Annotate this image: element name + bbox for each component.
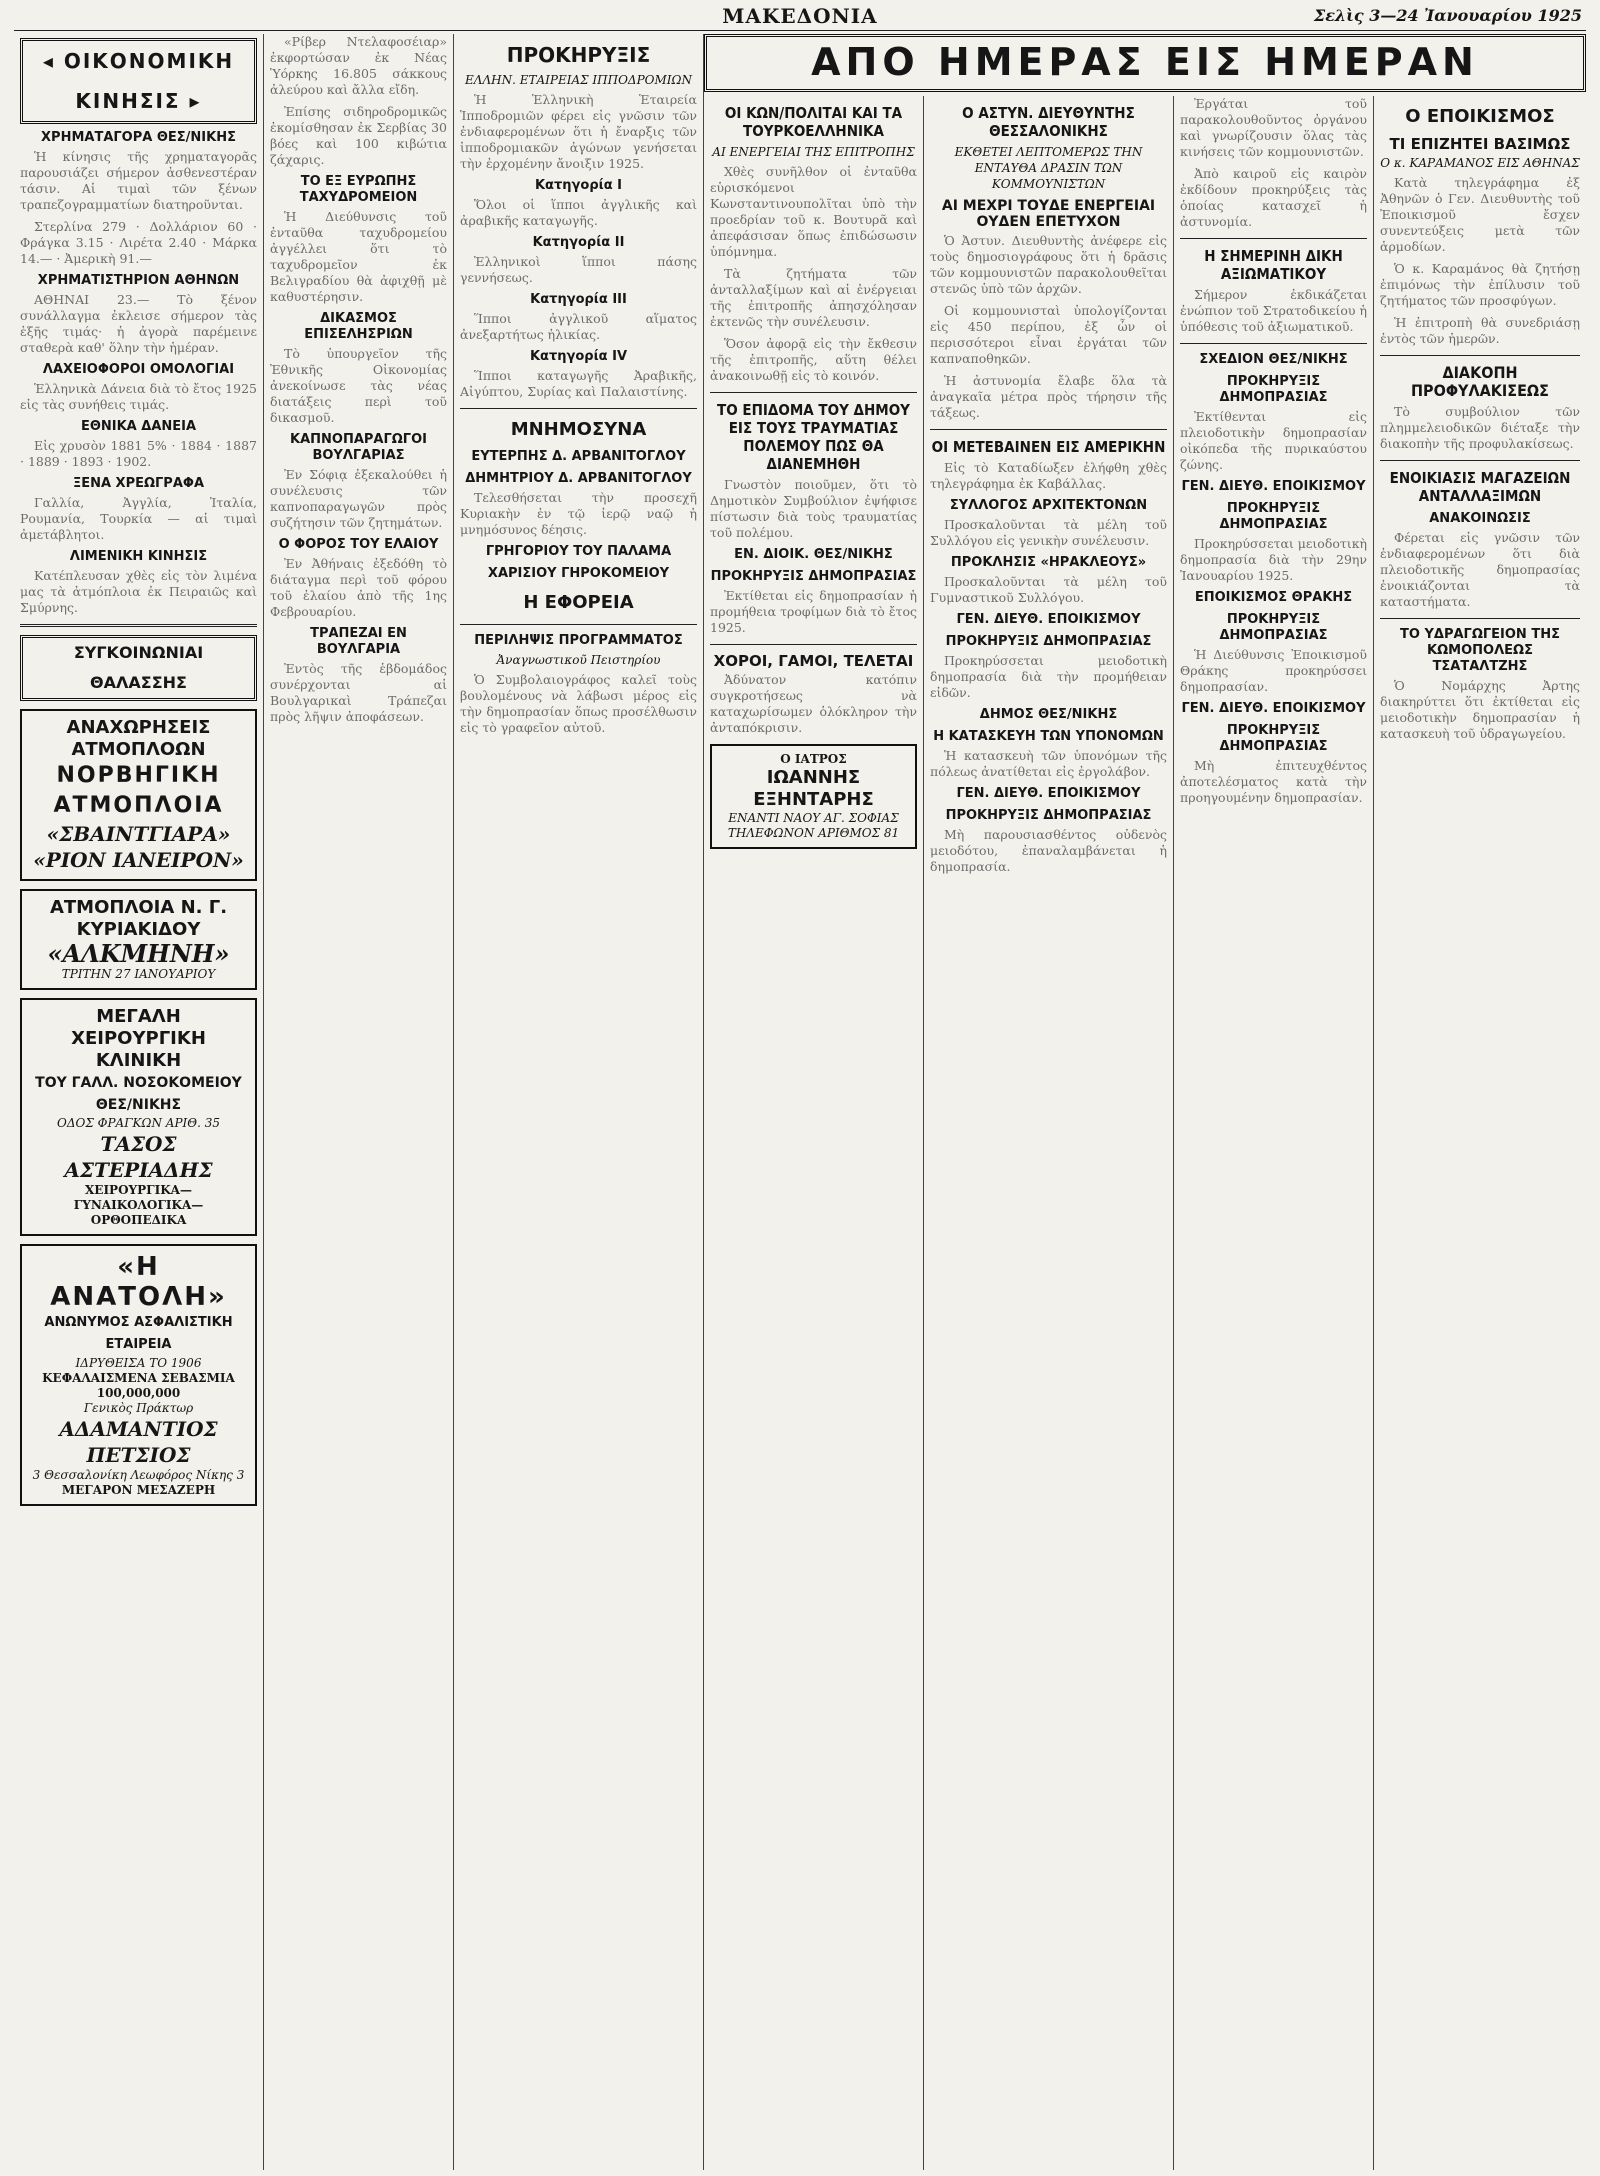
- ad-title: ΑΝΑΧΩΡΗΣΕΙΣ ΑΤΜΟΠΛΟΩΝ: [66, 717, 211, 760]
- column-economic: [14, 34, 264, 2170]
- section-title: Ο ΕΠΟΙΚΙΣΜΟΣ: [1405, 106, 1555, 127]
- section-title: ΠΡΟΚΗΡΥΞΙΣ ΔΗΜΟΠΡΑΣΙΑΣ: [710, 569, 917, 584]
- article-text: Ὁ κ. Καραμάνος θὰ ζητήσῃ ἐπιμόνως τὴν ἐπίλυσιν τοῦ ζητήματος τῶν προσφύγων.: [1380, 261, 1580, 308]
- section-title: ΠΕΡΙΛΗΨΙΣ ΠΡΟΓΡΑΜΜΑΤΟΣ: [474, 633, 683, 648]
- section-title: ΞΕΝΑ ΧΡΕΩΓΡΑΦΑ: [72, 476, 205, 491]
- memorial-name: ΔΗΜΗΤΡΙΟΥ Δ. ΑΡΒΑΝΙΤΟΓΛΟΥ: [465, 471, 692, 486]
- article-text: Κατέπλευσαν χθὲς εἰς τὸν λιμένα μας τὰ ἀτμόπλοια ἐκ Πειραιῶς καὶ Σμύρνης.: [20, 568, 257, 615]
- article-text: Τὸ συμβούλιον τῶν πλημμελειοδικῶν διέταξε τὴν διακοπὴν τῆς προφυλακίσεως.: [1380, 404, 1580, 451]
- article-text: Στερλίνα 279 · Δολλάριον 60 · Φράγκα 3.15 · Λιρέτα 2.40 · Μάρκα 14.— · Ἀμερικὴ 91.—: [20, 219, 257, 266]
- article-text: Χθὲς συνῆλθον οἱ ἐνταῦθα εὑρισκόμενοι Κωνσταντινουπολῖται ὑπὸ τὴν προεδρίαν τοῦ κ. Βουτυρᾶ καὶ ἀπεφάσισαν ὅπως ἐπιδώσωσιν ὑπόμνημα.: [710, 164, 917, 259]
- section-subtitle: ΠΡΟΚΗΡΥΞΙΣ ΔΗΜΟΠΡΑΣΙΑΣ: [1219, 723, 1328, 754]
- article-text: Προκηρύσσεται μειοδοτικὴ δημοπρασία διὰ τὴν προμήθειαν εἰδῶν.: [930, 653, 1167, 700]
- columns: [14, 34, 1586, 2170]
- column-trial: [1174, 96, 1374, 2170]
- article-text: Εἰς χρυσὸν 1881 5% · 1884 · 1887 · 1889 · 1893 · 1902.: [20, 438, 257, 469]
- section-title: ΚΑΠΝΟΠΑΡΑΓΩΓΟΙ ΒΟΥΛΓΑΡΙΑΣ: [290, 432, 427, 463]
- article-text: Ὅλοι οἱ ἵπποι ἀγγλικῆς καὶ ἀραβικῆς καταγωγῆς.: [460, 197, 697, 228]
- section-title: Ο ΦΟΡΟΣ ΤΟΥ ΕΛΑΙΟΥ: [278, 537, 439, 552]
- section-title: ΤΟ ΕΠΙΔΟΜΑ ΤΟΥ ΔΗΜΟΥ ΕΙΣ ΤΟΥΣ ΤΡΑΥΜΑΤΙΑΣ ΠΟΛΕΜΟΥ ΠΩΣ ΘΑ ΔΙΑΝΕΜΗΘΗ: [717, 401, 910, 473]
- article-text: Ἀδύνατον κατόπιν συγκροτήσεως νὰ καταχωρίσωμεν ὁλόκληρον τὴν ἀνταπόκρισιν.: [710, 672, 917, 735]
- ad-agent: ΑΔΑΜΑΝΤΙΟΣ ΠΕΤΣΙΟΣ: [59, 1417, 218, 1467]
- article-text: Μὴ παρουσιασθέντος οὐδενὸς μειοδότου, ἐπαναλαμβάνεται ἡ δημοπρασία.: [930, 827, 1167, 874]
- section-title: ΓΕΝ. ΔΙΕΥΘ. ΕΠΟΙΚΙΣΜΟΥ: [956, 786, 1141, 801]
- masthead: [14, 0, 1586, 31]
- main-banner: [704, 34, 1586, 92]
- ad-doctor: [710, 744, 917, 849]
- section-title: ΧΑΡΙΣΙΟΥ ΓΗΡΟΚΟΜΕΙΟΥ: [487, 566, 670, 581]
- section-title: ΔΗΜΟΣ ΘΕΣ/ΝΙΚΗΣ: [979, 707, 1118, 722]
- section-title: ΧΟΡΟΙ, ΓΑΜΟΙ, ΤΕΛΕΤΑΙ: [713, 652, 914, 670]
- article-text: Ἐπίσης σιδηροδρομικῶς ἐκομίσθησαν ἐκ Σερβίας 30 βόες καὶ 100 κιβώτια ζάχαρις.: [270, 104, 447, 167]
- article-text: Ἑλληνικὰ Δάνεια διὰ τὸ ἔτος 1925 εἰς τὰς συνήθεις τιμάς.: [20, 381, 257, 412]
- section-title: ΛΙΜΕΝΙΚΗ ΚΙΝΗΣΙΣ: [69, 549, 208, 564]
- ad-name: ΙΩΑΝΝΗΣ ΕΞΗΝΤΑΡΗΣ: [753, 767, 874, 810]
- article-text: Ὁ Ἀστυν. Διευθυντὴς ἀνέφερε εἰς τοὺς δημοσιογράφους ὅτι ἡ δρᾶσις τῶν κομμουνιστῶν παρακολουθεῖται στενῶς ὑπὸ τῶν ἀρχῶν.: [930, 233, 1167, 296]
- column-settlement: [1374, 96, 1586, 2170]
- article-text: Ἐντὸς τῆς ἑβδομάδος συνέρχονται αἱ Βουλγαρικαὶ Τράπεζαι πρὸς λῆψιν ἀποφάσεων.: [270, 661, 447, 724]
- article-text: Σήμερον ἐκδικάζεται ἐνώπιον τοῦ Στρατοδικείου ἡ ὑπόθεσις τοῦ ἀξιωματικοῦ.: [1180, 287, 1367, 334]
- section-title: ΛΑΧΕΙΟΦΟΡΟΙ ΟΜΟΛΟΓΙΑΙ: [42, 362, 235, 377]
- section-title: ΣΥΛΛΟΓΟΣ ΑΡΧΙΤΕΚΤΟΝΩΝ: [949, 498, 1148, 513]
- section-title: ΓΕΝ. ΔΙΕΥΘ. ΕΠΟΙΚΙΣΜΟΥ: [1181, 701, 1366, 716]
- category-title: Κατηγορία III: [530, 292, 627, 307]
- section-subtitle: Η ΚΑΤΑΣΚΕΥΗ ΤΩΝ ΥΠΟΝΟΜΩΝ: [933, 729, 1164, 744]
- ad-footer: ΜΕΓΑΡΟΝ ΜΕΣΑΖΕΡΗ: [61, 1483, 216, 1497]
- article-text: Ἡ ἀστυνομία ἔλαβε ὅλα τὰ ἀναγκαῖα μέτρα πρὸς τήρησιν τῆς τάξεως.: [930, 373, 1167, 420]
- section-title: Η ΕΦΟΡΕΙΑ: [523, 592, 634, 613]
- maritime-header: ΣΥΓΚΟΙΝΩΝΙΑΙ ΘΑΛΑΣΣΗΣ: [20, 635, 257, 701]
- ad-anatoli: [20, 1244, 257, 1506]
- article-text: Ἐν Ἀθήναις ἐξεδόθη τὸ διάταγμα περὶ τοῦ φόρου τοῦ ἐλαίου ἀπὸ τῆς 1ης Φεβρουαρίου.: [270, 556, 447, 619]
- column-police: [924, 96, 1174, 2170]
- section-subtitle: ΤΙ ΕΠΙΖΗΤΕΙ ΒΑΣΙΜΩΣ: [1389, 135, 1571, 153]
- section-title: ΕΝ. ΔΙΟΙΚ. ΘΕΣ/ΝΙΚΗΣ: [734, 547, 893, 562]
- article-text: Ἡ Ἑλληνικὴ Ἑταιρεία Ἱπποδρομιῶν φέρει εἰς γνῶσιν τῶν ἐνδιαφερομένων ὅτι ἡ ἔναρξις τῶν ἱπποδρομιακῶν ἀγώνων γενήσεται τὴν ἐρχομένην ἄνοιξιν 1925.: [460, 92, 697, 171]
- section-title: ΓΕΝ. ΔΙΕΥΘ. ΕΠΟΙΚΙΣΜΟΥ: [1181, 479, 1366, 494]
- section-subtitle: ΠΡΟΚΗΡΥΞΙΣ ΔΗΜΟΠΡΑΣΙΑΣ: [1219, 501, 1328, 532]
- section-title: ΤΟ ΕΞ ΕΥΡΩΠΗΣ ΤΑΧΥΔΡΟΜΕΙΟΝ: [299, 174, 418, 205]
- section-subtitle: ΕΛΛΗΝ. ΕΤΑΙΡΕΙΑΣ ΙΠΠΟΔΡΟΜΙΩΝ: [465, 73, 692, 87]
- ad-company: ΝΟΡΒΗΓΙΚΗ ΑΤΜΟΠΛΟΙΑ: [53, 763, 224, 818]
- column-notices: [454, 34, 704, 2170]
- ad-director: ΤΑΣΟΣ ΑΣΤΕΡΙΑΔΗΣ: [64, 1132, 213, 1182]
- section-title: ΔΙΚΑΣΜΟΣ ΕΠΙΣΕΛΗΣΡΙΩΝ: [304, 311, 413, 342]
- article-text: Κατὰ τηλεγράφημα ἐξ Ἀθηνῶν ὁ Γεν. Διευθυντὴς τοῦ Ἐποικισμοῦ ἔσχεν συνεντεύξεις μετὰ τῶν ἁρμοδίων.: [1380, 175, 1580, 254]
- ad-footer: ΧΕΙΡΟΥΡΓΙΚΑ—ΓΥΝΑΙΚΟΛΟΓΙΚΑ—ΟΡΘΟΠΕΔΙΚΑ: [73, 1183, 204, 1227]
- economic-header: ◂ ΟΙΚΟΝΟΜΙΚΗ ΚΙΝΗΣΙΣ ▸: [20, 38, 257, 124]
- section-title: ΧΡΗΜΑΤΑΓΟΡΑ ΘΕΣ/ΝΙΚΗΣ: [41, 130, 236, 145]
- ad-agent-label: Γενικὸς Πράκτωρ: [83, 1401, 194, 1415]
- article-text: Γνωστὸν ποιοῦμεν, ὅτι τὸ Δημοτικὸν Συμβούλιον ἐψήφισε πίστωσιν διὰ τοὺς τραυματίας τοῦ πολέμου.: [710, 477, 917, 540]
- section-title: Η ΣΗΜΕΡΙΝΗ ΔΙΚΗ ΑΞΙΩΜΑΤΙΚΟΥ: [1204, 247, 1343, 283]
- ad-label: Ο ΙΑΤΡΟΣ: [780, 752, 847, 766]
- section-title: ΜΝΗΜΟΣΥΝΑ: [510, 419, 647, 440]
- column-constantinople: [704, 96, 924, 2170]
- ad-date: ΤΡΙΤΗΝ 27 ΙΑΝΟΥΑΡΙΟΥ: [61, 967, 216, 981]
- section-title: ΠΡΟΚΗΡΥΞΙΣ: [506, 43, 651, 67]
- ad-ship-name: «ΡΙΟΝ ΙΑΝΕΙΡΟΝ»: [33, 848, 244, 872]
- ad-kyriakidis: [20, 889, 257, 990]
- section-subtitle: Ἀναγνωστικοῦ Πειστηρίου: [496, 653, 661, 667]
- category-title: Κατηγορία II: [532, 235, 625, 250]
- article-text: Ἡ ἐπιτροπὴ θὰ συνεδριάσῃ ἐντὸς τῶν ἡμερῶν.: [1380, 315, 1580, 346]
- article-text: Ὁ Νομάρχης Ἀρτης διακηρύττει ὅτι ἐκτίθεται εἰς μειοδοτικὴν δημοπρασίαν ἡ κατασκευὴ τοῦ ὑδραγωγείου.: [1380, 678, 1580, 741]
- section-subtitle: ΑΝΑΚΟΙΝΩΣΙΣ: [1429, 511, 1531, 526]
- article-text: Οἱ κομμουνισταὶ ὑπολογίζονται εἰς 450 περίπου, ἐξ ὧν οἱ περισσότεροι εἶναι ἐργάται τῶν καπναποθηκῶν.: [930, 303, 1167, 366]
- section-title: ΕΠΟΙΚΙΣΜΟΣ ΘΡΑΚΗΣ: [1194, 590, 1353, 605]
- article-text: Ἐκτίθενται εἰς πλειοδοτικὴν δημοπρασίαν οἰκόπεδα τῆς πυρικαύστου ζώνης.: [1180, 409, 1367, 472]
- section-title: Ο ΑΣΤΥΝ. ΔΙΕΥΘΥΝΤΗΣ ΘΕΣΣΑΛΟΝΙΚΗΣ: [962, 104, 1135, 140]
- section-subtitle: Ο κ. ΚΑΡΑΜΑΝΟΣ ΕΙΣ ΑΘΗΝΑΣ: [1380, 156, 1580, 170]
- ad-subtitle: ΤΟΥ ΓΑΛΛ. ΝΟΣΟΚΟΜΕΙΟΥ ΘΕΣ/ΝΙΚΗΣ: [35, 1075, 242, 1113]
- section-title: ΓΕΝ. ΔΙΕΥΘ. ΕΠΟΙΚΙΣΜΟΥ: [956, 612, 1141, 627]
- article-text: ΑΘΗΝΑΙ 23.— Τὸ ξένον συνάλλαγμα ἐκλεισε σήμερον τὰς ἑξῆς τιμάς· ἡ ἀγορὰ παρέμεινε σταθερὰ καθ' ὅλην τὴν ἡμέραν.: [20, 292, 257, 355]
- article-text: Ἵπποι ἀγγλικοῦ αἵματος ἀνεξαρτήτως ἡλικίας.: [460, 311, 697, 342]
- article-text: Ἵπποι καταγωγῆς Ἀραβικῆς, Αἰγύπτου, Συρίας καὶ Παλαιστίνης.: [460, 368, 697, 399]
- column-news-2: [264, 34, 454, 2170]
- issue-date: Σελὶς 3—24 Ἰανουαρίου 1925: [1313, 6, 1582, 25]
- article-text: Γαλλία, Ἀγγλία, Ἰταλία, Ρουμανία, Τουρκία — αἱ τιμαὶ ἀμετάβλητοι.: [20, 495, 257, 542]
- ad-ship-name: «ΑΛΚΜΗΝΗ»: [47, 939, 230, 968]
- category-title: Κατηγορία IV: [529, 349, 628, 364]
- section-subtitle: ΑΙ ΕΝΕΡΓΕΙΑΙ ΤΗΣ ΕΠΙΤΡΟΠΗΣ: [712, 145, 915, 159]
- section-title: ΔΙΑΚΟΠΗ ΠΡΟΦΥΛΑΚΙΣΕΩΣ: [1410, 363, 1549, 400]
- article-text: Ἑλληνικοὶ ἵπποι πάσης γεννήσεως.: [460, 254, 697, 285]
- article-text: Τὸ ὑπουργεῖον τῆς Ἐθνικῆς Οἰκονομίας ἀνεκοίνωσε τὰς νέας διατάξεις περὶ τοῦ δικασμοῦ.: [270, 346, 447, 425]
- section-title: ΠΡΟΚΛΗΣΙΣ «ΗΡΑΚΛΕΟΥΣ»: [950, 555, 1147, 570]
- section-title: ΤΡΑΠΕΖΑΙ ΕΝ ΒΟΥΛΓΑΡΙΑ: [310, 626, 407, 657]
- section-title: ΕΘΝΙΚΑ ΔΑΝΕΙΑ: [80, 419, 197, 434]
- ad-title: «Η ΑΝΑΤΟΛΗ»: [50, 1252, 227, 1312]
- ad-capital: ΚΕΦΑΛΑΙΣΜΕΝΑ ΣΕΒΑΣΜΙΑ 100,000,000: [42, 1371, 235, 1400]
- right-block: [704, 34, 1586, 2170]
- section-title: ΟΙ ΚΩΝ/ΠΟΛΙΤΑΙ ΚΑΙ ΤΑ ΤΟΥΡΚΟΕΛΛΗΝΙΚΑ: [724, 104, 903, 140]
- section-title: ΓΡΗΓΟΡΙΟΥ ΤΟΥ ΠΑΛΑΜΑ: [485, 544, 672, 559]
- ad-address: ΟΔΟΣ ΦΡΑΓΚΩΝ ΑΡΙΘ. 35: [57, 1116, 220, 1130]
- article-text: Μὴ ἐπιτευχθέντος ἀποτελέσματος κατὰ τὴν προηγουμένην δημοπρασίαν.: [1180, 758, 1367, 805]
- section-subtitle: ΠΡΟΚΗΡΥΞΙΣ ΔΗΜΟΠΡΑΣΙΑΣ: [945, 634, 1152, 649]
- newspaper-name: ΜΑΚΕΔΟΝΙΑ: [722, 4, 878, 28]
- section-subtitle: ΠΡΟΚΗΡΥΞΙΣ ΔΗΜΟΠΡΑΣΙΑΣ: [1219, 374, 1328, 405]
- article-text: Ἐν Σόφιᾳ ἐξεκαλούθει ἡ συνέλευσις τῶν καπνοπαραγωγῶν πρὸς συζήτησιν τῶν ζητημάτων.: [270, 467, 447, 530]
- article-text: Ἡ Διεύθυνσις Ἐποικισμοῦ Θράκης προκηρύσσει δημοπρασίαν.: [1180, 647, 1367, 694]
- memorial-name: ΕΥΤΕΡΠΗΣ Δ. ΑΡΒΑΝΙΤΟΓΛΟΥ: [471, 449, 686, 464]
- category-title: Κατηγορία I: [534, 178, 622, 193]
- section-title: ΕΝΟΙΚΙΑΣΙΣ ΜΑΓΑΖΕΙΩΝ ΑΝΤΑΛΛΑΞΙΜΩΝ: [1389, 469, 1571, 505]
- section-title: ΧΡΗΜΑΤΙΣΤΗΡΙΟΝ ΑΘΗΝΩΝ: [37, 273, 240, 288]
- section-title: ΤΟ ΥΔΡΑΓΩΓΕΙΟΝ ΤΗΣ ΚΩΜΟΠΟΛΕΩΣ ΤΣΑΤΑΛΤΖΗΣ: [1400, 627, 1560, 674]
- article-text: Ἐργάται τοῦ παρακολουθοῦντος ὀργάνου καὶ γνωρίζουσιν ὅλας τὰς κινήσεις τῶν κομμουνιστῶν.: [1180, 96, 1367, 159]
- article-text: Ὁ Συμβολαιογράφος καλεῖ τοὺς βουλομένους νὰ λάβωσι μέρος εἰς τὴν δημοπρασίαν ὅπως προσέλθωσιν εἰς τὸ γραφεῖον αὐτοῦ.: [460, 672, 697, 735]
- article-text: Προκηρύσσεται μειοδοτικὴ δημοπρασία διὰ τὴν 29ην Ἰανουαρίου 1925.: [1180, 536, 1367, 583]
- section-title: ΟΙ ΜΕΤΕΒΑΙΝΕΝ ΕΙΣ ΑΜΕΡΙΚΗΝ: [931, 438, 1166, 456]
- ad-year: ΙΔΡΥΘΕΙΣΑ ΤΟ 1906: [75, 1356, 202, 1370]
- section-subtitle: ΑΙ ΜΕΧΡΙ ΤΟΥΔΕ ΕΝΕΡΓΕΙΑΙ ΟΥΔΕΝ ΕΠΕΤΥΧΟΝ: [941, 198, 1156, 230]
- article-text: Προσκαλοῦνται τὰ μέλη τοῦ Συλλόγου εἰς γενικὴν συνέλευσιν.: [930, 517, 1167, 548]
- article-text: Ἡ κίνησις τῆς χρηματαγορᾶς παρουσιάζει σήμερον ἀσθενεστέραν τάσιν. Αἱ τιμαὶ τῶν ξένων τραπεζογραμματίων διατηροῦνται.: [20, 149, 257, 212]
- ad-norwegian-line: [20, 709, 257, 881]
- article-text: Τὰ ζητήματα τῶν ἀνταλλαξίμων καὶ αἱ ἐνέργειαι τῆς ἐπιτροπῆς ἀπησχόλησαν ἐκτενῶς τὴν συνέλευσιν.: [710, 266, 917, 329]
- section-title: ΣΧΕΔΙΟΝ ΘΕΣ/ΝΙΚΗΣ: [1199, 352, 1348, 367]
- article-text: «Ρίβερ Ντελαφοσέιαρ» ἐκφορτώσαν ἐκ Νέας Ὑόρκης 16.805 σάκκους ἀλεύρου καὶ ἄλλα εἴδη.: [270, 34, 447, 97]
- section-subtitle: ΠΡΟΚΗΡΥΞΙΣ ΔΗΜΟΠΡΑΣΙΑΣ: [1219, 612, 1328, 643]
- section-subtitle: ΠΡΟΚΗΡΥΞΙΣ ΔΗΜΟΠΡΑΣΙΑΣ: [945, 808, 1152, 823]
- ad-phone: ΤΗΛΕΦΩΝΟΝ ΑΡΙΘΜΟΣ 81: [727, 826, 900, 840]
- article-text: Εἰς τὸ Καταδίωξεν ἐλήφθη χθὲς τηλεγράφημα ἐκ Καβάλλας.: [930, 460, 1167, 491]
- article-text: Ἐκτίθεται εἰς δημοπρασίαν ἡ προμήθεια τροφίμων διὰ τὸ ἔτος 1925.: [710, 588, 917, 635]
- ad-ship-name: «ΣΒΑΙΝΤΓΙΑΡΑ»: [46, 822, 231, 846]
- article-text: Ἀπὸ καιροῦ εἰς καιρὸν ἐκδίδουν προκηρύξεις τὰς ὁποίας κατασχεῖ ἡ ἀστυνομία.: [1180, 166, 1367, 229]
- section-subtitle: ΕΚΘΕΤΕΙ ΛΕΠΤΟΜΕΡΩΣ ΤΗΝ ΕΝΤΑΥΘΑ ΔΡΑΣΙΝ ΤΩΝ ΚΟΜΜΟΥΝΙΣΤΩΝ: [954, 145, 1143, 191]
- article-text: Ὅσον ἀφορᾷ εἰς τὴν ἔκθεσιν τῆς ἐπιτροπῆς, αὕτη θέλει ἀνακοινωθῇ εἰς τὸ κοινόν.: [710, 336, 917, 383]
- ad-address: ΕΝΑΝΤΙ ΝΑΟΥ ΑΓ. ΣΟΦΙΑΣ: [728, 811, 899, 825]
- newspaper-page: [14, 0, 1586, 2176]
- ad-title: ΑΤΜΟΠΛΟΙΑ Ν. Γ. ΚΥΡΙΑΚΙΔΟΥ: [49, 897, 228, 940]
- banner-title: ΑΠΟ ΗΜΕΡΑΣ ΕΙΣ ΗΜΕΡΑΝ: [811, 40, 1479, 84]
- ad-address: 3 Θεσσαλονίκη Λεωφόρος Νίκης 3: [32, 1468, 245, 1482]
- ad-subtitle: ΑΝΩΝΥΜΟΣ ΑΣΦΑΛΙΣΤΙΚΗ ΕΤΑΙΡΕΙΑ: [44, 1315, 233, 1352]
- article-text: Προσκαλοῦνται τὰ μέλη τοῦ Γυμναστικοῦ Συλλόγου.: [930, 574, 1167, 605]
- ad-clinic: [20, 998, 257, 1236]
- article-text: Ἡ κατασκευὴ τῶν ὑπονόμων τῆς πόλεως ἀνατίθεται εἰς ἐργολάβον.: [930, 748, 1167, 779]
- article-text: Ἡ Διεύθυνσις τοῦ ἐνταῦθα ταχυδρομείου ἀγγέλλει ὅτι τὸ ταχυδρομεῖον ἐκ Βελιγραδίου θὰ ἀφιχθῇ μὲ καθυστέρησιν.: [270, 209, 447, 304]
- article-text: Φέρεται εἰς γνῶσιν τῶν ἐνδιαφερομένων ὅτι διὰ πλειοδοτικῆς δημοπρασίας ἐνοικιάζονται τὰ καταστήματα.: [1380, 530, 1580, 609]
- ad-title: ΜΕΓΑΛΗ ΧΕΙΡΟΥΡΓΙΚΗ ΚΛΙΝΙΚΗ: [71, 1006, 206, 1071]
- article-text: Τελεσθήσεται τὴν προσεχῆ Κυριακὴν ἐν τῷ ἱερῷ ναῷ ἡ μνημόσυνος δέησις.: [460, 490, 697, 537]
